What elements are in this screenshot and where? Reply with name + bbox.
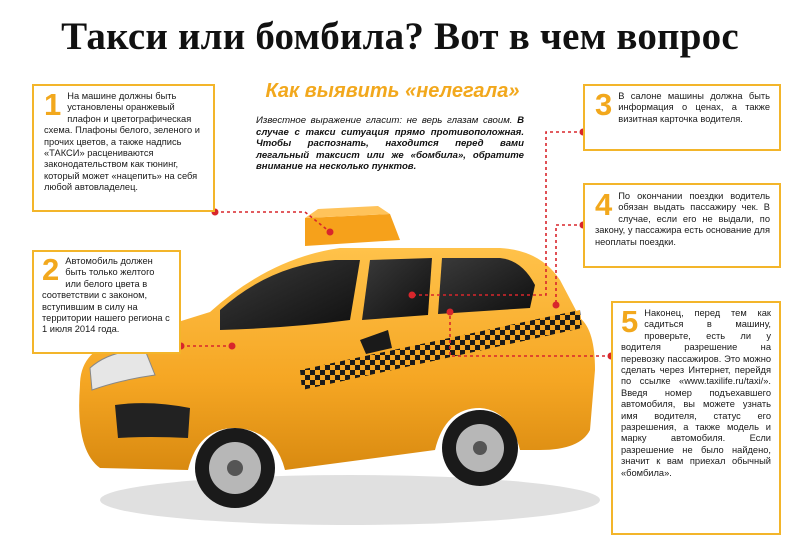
- point-box-2: [32, 250, 181, 354]
- point-number: 1: [44, 87, 62, 122]
- point-box-4: [583, 183, 781, 268]
- rear-wheel: [442, 410, 518, 486]
- intro-bold: В случае с такси ситуация прямо противоположная. Чтобы распознать, находится перед вами легальный таксист или же «бомбила», обратите внимание на несколько пунктов.: [256, 115, 524, 173]
- section-heading: Как выявить «нелегала»: [265, 80, 520, 102]
- front-wheel: [195, 428, 275, 508]
- point-text: На машине должны быть установлены оранжевый плафон и цветографическая схема. Плафоны белого, зеленого и прочих цветов, а также надпись «ТАКСИ» расцениваются законодательством как тюнинг, который может «нацепить» на себя любой автовладелец.: [44, 91, 200, 193]
- point-number: 4: [595, 187, 613, 222]
- roof-sign: [305, 214, 400, 246]
- point-number: 2: [42, 252, 60, 287]
- point-text: В салоне машины должна быть информация о ценах, а также визитная карточка водителя.: [618, 91, 770, 124]
- point-box-1: [32, 84, 215, 212]
- point-text: Автомобиль должен быть только желтого или белого цвета в соответствии с законом, вступившим в силу на территории нашего региона с 1 июля 2014 года.: [42, 256, 170, 335]
- intro-paragraph: [256, 115, 524, 173]
- point-text: Наконец, перед тем как садиться в машину, проверьте, есть ли у водителя разрешение на перевозку пассажиров. Это можно сделать через Интернет, перейдя по ссылке «www.taxilife.ru/taxi/». Введя номер подъехавшего автомобиля, вы можете узнать имя водителя, статус его разрешения, а также модель и марку автомобиля. Если разрешение не было найдено, значит к вам приехал обычный «бомбила».: [621, 308, 771, 478]
- intro-lead: Известное выражение гласит: не верь глазам своим.: [256, 115, 513, 126]
- point-box-5: [611, 301, 781, 535]
- page-title: Такси или бомбила? Вот в чем вопрос: [61, 15, 739, 58]
- point-text: По окончании поездки водитель обязан выдать пассажиру чек. В случае, если его не выдали, по закону, у пассажира есть основание для неоплаты поездки.: [595, 191, 770, 247]
- point-number: 3: [595, 87, 613, 122]
- point-box-3: [583, 84, 781, 151]
- point-number: 5: [621, 304, 639, 339]
